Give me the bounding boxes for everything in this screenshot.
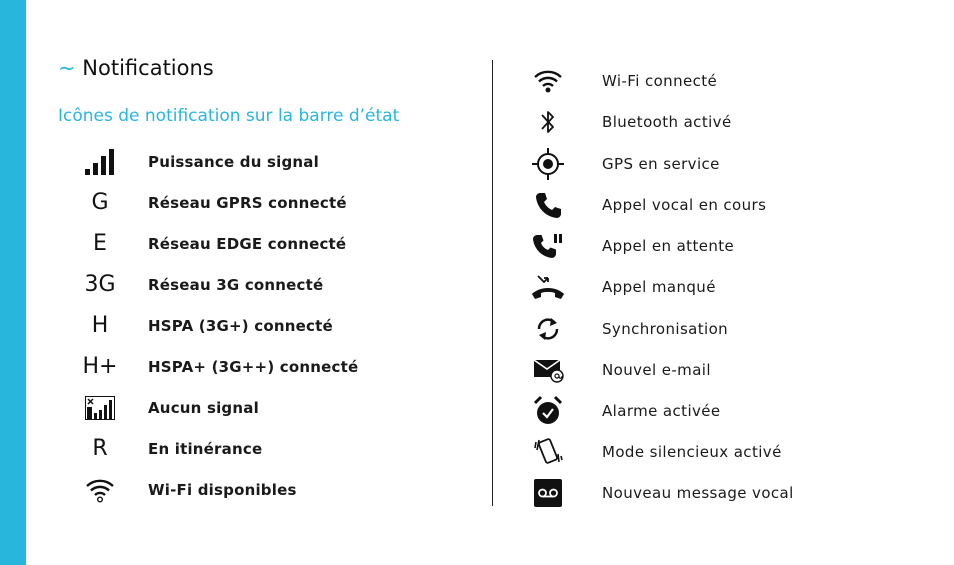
list-item [528, 147, 948, 181]
list-item [528, 188, 948, 222]
item-label: HSPA (3G+) connecté [148, 317, 333, 335]
list-item [528, 229, 948, 263]
item-label: Bluetooth activé [602, 113, 732, 131]
item-label: Réseau EDGE connecté [148, 235, 347, 253]
title-tilde: ~ [58, 56, 76, 80]
list-item [528, 353, 948, 387]
item-label: Réseau 3G connecté [148, 276, 324, 294]
item-label: Nouvel e-mail [602, 361, 711, 379]
list-item [80, 227, 480, 261]
item-label: Appel vocal en cours [602, 196, 767, 214]
list-item [528, 476, 948, 510]
hspa-plus-icon [80, 350, 120, 384]
item-label: En itinérance [148, 440, 263, 458]
wifi-connected-icon [528, 64, 568, 98]
page-subtitle: Icônes de notification sur la barre d’état [58, 106, 400, 126]
gps-icon [528, 147, 568, 181]
column-divider [492, 60, 493, 506]
sync-icon [528, 312, 568, 346]
item-label: HSPA+ (3G++) connecté [148, 358, 359, 376]
list-item [80, 432, 480, 466]
gprs-icon [80, 186, 120, 220]
wifi-available-icon [80, 473, 120, 507]
voicemail-icon [528, 476, 568, 510]
icon-glyph: H [91, 313, 109, 338]
call-hold-icon [528, 229, 568, 263]
icon-glyph: 3G [84, 272, 116, 297]
list-item [80, 268, 480, 302]
item-label: GPS en service [602, 155, 720, 173]
icon-glyph: R [92, 436, 108, 461]
item-label: Wi-Fi connecté [602, 72, 718, 90]
item-label: Synchronisation [602, 320, 729, 338]
item-label: Appel en attente [602, 237, 735, 255]
side-accent-bar [0, 0, 26, 565]
phone-icon [528, 188, 568, 222]
icon-glyph: G [91, 190, 109, 215]
3g-icon [80, 268, 120, 302]
hspa-icon [80, 309, 120, 343]
list-item [80, 309, 480, 343]
roaming-icon [80, 432, 120, 466]
item-label: Appel manqué [602, 278, 716, 296]
missed-call-icon [528, 270, 568, 304]
item-label: Réseau GPRS connecté [148, 194, 347, 212]
alarm-clock-icon [528, 394, 568, 428]
list-item [528, 64, 948, 98]
item-label: Mode silencieux activé [602, 443, 782, 461]
list-item [80, 145, 480, 179]
bluetooth-icon [528, 105, 568, 139]
edge-icon [80, 227, 120, 261]
list-item [80, 473, 480, 507]
item-label: Nouveau message vocal [602, 484, 794, 502]
title-text: Notifications [82, 56, 214, 80]
list-item [528, 270, 948, 304]
item-label: Puissance du signal [148, 153, 319, 171]
list-item [528, 394, 948, 428]
page-title [58, 56, 214, 80]
list-item [80, 350, 480, 384]
item-label: Aucun signal [148, 399, 259, 417]
list-item [80, 186, 480, 220]
email-icon [528, 353, 568, 387]
signal-bars-icon [80, 145, 120, 179]
list-item [528, 312, 948, 346]
list-item [528, 435, 948, 469]
item-label: Alarme activée [602, 402, 721, 420]
list-item [528, 105, 948, 139]
icon-glyph: E [93, 231, 107, 256]
item-label: Wi-Fi disponibles [148, 481, 297, 499]
icon-glyph: H+ [82, 354, 118, 379]
vibrate-icon [528, 435, 568, 469]
list-item [80, 391, 480, 425]
no-signal-icon [80, 391, 120, 425]
